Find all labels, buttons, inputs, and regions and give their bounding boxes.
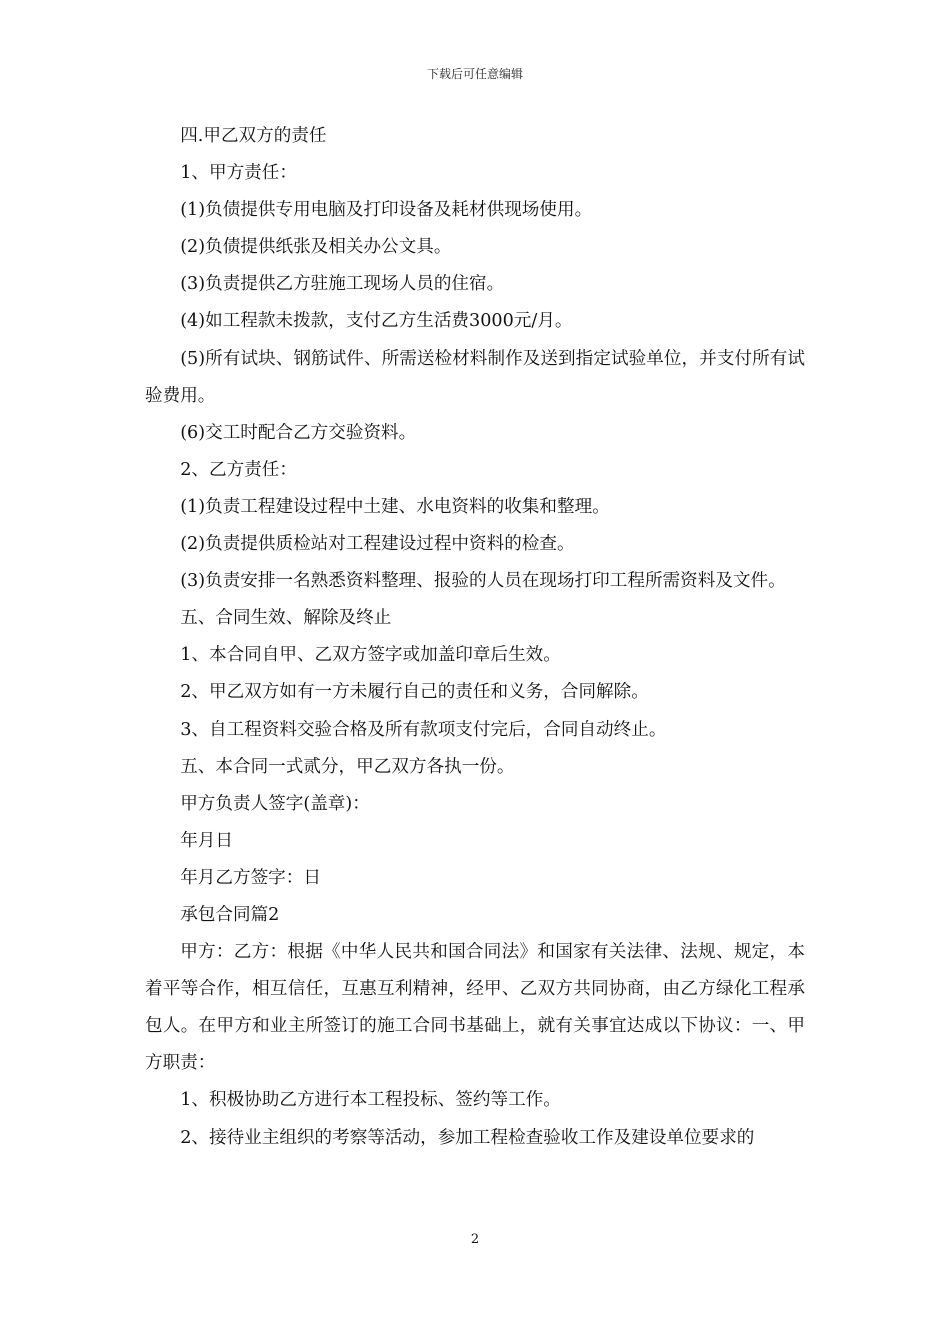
subsection-heading: 1、甲方责任： bbox=[180, 163, 297, 184]
list-item: (1)负责工程建设过程中土建、水电资料的收集和整理。 bbox=[180, 496, 610, 517]
list-item: (2)负责提供质检站对工程建设过程中资料的检查。 bbox=[180, 534, 575, 555]
clause: 五、本合同一式贰分，甲乙双方各执一份。 bbox=[180, 756, 515, 777]
page-number: 2 bbox=[470, 1232, 480, 1247]
list-item: (1)负债提供专用电脑及打印设备及耗材供现场使用。 bbox=[180, 200, 593, 221]
subsection-heading: 2、乙方责任： bbox=[180, 459, 297, 480]
list-item: (3)负责安排一名熟悉资料整理、报验的人员在现场打印工程所需资料及文件。 bbox=[180, 571, 786, 592]
list-item: (5)所有试块、钢筋试件、所需送检材料制作及送到指定试验单位，并支付所有试验费用。 bbox=[145, 348, 805, 406]
list-item: 1、本合同自甲、乙双方签字或加盖印章后生效。 bbox=[180, 645, 561, 666]
signature-line: 年月乙方签字：日 bbox=[180, 867, 321, 888]
page-header: 下载后可任意编辑 bbox=[426, 67, 523, 81]
signature-line: 甲方负责人签字(盖章)： bbox=[180, 793, 370, 814]
list-item: 2、甲乙双方如有一方未履行自己的责任和义务，合同解除。 bbox=[180, 682, 649, 703]
list-item: (4)如工程款未拨款，支付乙方生活费3000元/月。 bbox=[180, 311, 573, 332]
list-item: (2)负债提供纸张及相关办公文具。 bbox=[180, 237, 452, 258]
section-heading: 五、合同生效、解除及终止 bbox=[180, 608, 392, 629]
list-item: (6)交工时配合乙方交验资料。 bbox=[180, 422, 417, 443]
document-body bbox=[145, 118, 805, 1157]
list-item: 1、积极协助乙方进行本工程投标、签约等工作。 bbox=[180, 1090, 561, 1111]
contract-title: 承包合同篇2 bbox=[180, 904, 280, 925]
list-item: 3、自工程资料交验合格及所有款项支付完后，合同自动终止。 bbox=[180, 719, 667, 740]
list-item: (3)负责提供乙方驻施工现场人员的住宿。 bbox=[180, 274, 505, 295]
date-line: 年月日 bbox=[180, 830, 233, 851]
list-item: 2、接待业主组织的考察等活动，参加工程检查验收工作及建设单位要求的 bbox=[180, 1127, 755, 1148]
paragraph: 甲方：乙方：根据《中华人民共和国合同法》和国家有关法律、法规、规定，本着平等合作，相互信任，互惠互利精神，经甲、乙双方共同协商，由乙方绿化工程承包人。在甲方和业主所签订的施工合同书基础上，就有关事宜达成以下协议：一、甲方职责： bbox=[145, 942, 805, 1074]
section-heading: 四.甲乙双方的责任 bbox=[180, 126, 327, 146]
